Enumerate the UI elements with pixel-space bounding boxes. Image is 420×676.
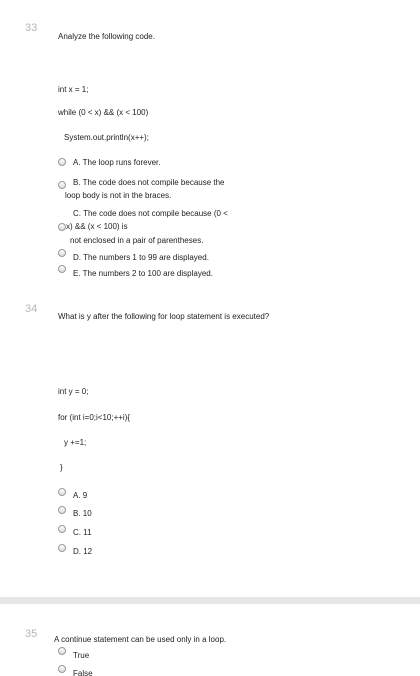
- option-label-line-2: x) && (x < 100) is: [66, 222, 128, 231]
- radio-button-icon[interactable]: [58, 544, 66, 552]
- question-34-prompt: What is y after the following for loop statement is executed?: [58, 312, 270, 321]
- question-33-option-b[interactable]: [58, 177, 225, 201]
- radio-button-icon[interactable]: [58, 665, 66, 673]
- question-33-prompt: Analyze the following code.: [58, 32, 155, 41]
- question-35-prompt: A continue statement can be used only in a loop.: [54, 635, 227, 644]
- option-label: E. The numbers 2 to 100 are displayed.: [73, 269, 213, 278]
- question-34-option-a[interactable]: [58, 488, 87, 501]
- option-label: C. 11: [73, 528, 92, 537]
- question-number-33: 33: [25, 22, 38, 34]
- option-label-line-2: loop body is not in the braces.: [65, 191, 172, 200]
- question-33-code-line-1: int x = 1;: [58, 85, 89, 94]
- radio-button-icon[interactable]: [58, 647, 66, 655]
- radio-button-icon[interactable]: [58, 223, 66, 231]
- question-33-option-c[interactable]: [58, 208, 228, 246]
- question-34-code-line-1: int y = 0;: [58, 387, 89, 396]
- question-34-code-line-4: }: [60, 463, 63, 472]
- radio-button-icon[interactable]: [58, 158, 66, 166]
- radio-button-icon[interactable]: [58, 265, 66, 273]
- option-label-line-1: B. The code does not compile because the: [73, 178, 225, 187]
- question-33-option-d[interactable]: [58, 249, 209, 263]
- question-35-option-true[interactable]: [58, 647, 89, 661]
- question-number-35: 35: [25, 628, 38, 640]
- question-34-code-line-2: for (int i=0;i<10;++i){: [58, 413, 131, 422]
- option-label: A. 9: [73, 491, 88, 500]
- option-label-line-3: not enclosed in a pair of parentheses.: [70, 236, 204, 245]
- question-33-option-e[interactable]: [58, 265, 213, 279]
- question-34-option-c[interactable]: [58, 525, 92, 538]
- radio-button-icon[interactable]: [58, 525, 66, 533]
- option-label: True: [73, 651, 90, 660]
- question-33-option-a[interactable]: [58, 157, 160, 168]
- section-divider: [0, 597, 420, 604]
- option-label: False: [73, 669, 93, 676]
- option-label: D. The numbers 1 to 99 are displayed.: [73, 253, 209, 262]
- option-label: A. The loop runs forever.: [73, 158, 161, 167]
- option-label-line-1: C. The code does not compile because (0 <: [73, 209, 228, 218]
- question-35-option-false[interactable]: [58, 665, 93, 676]
- option-label: B. 10: [73, 509, 92, 518]
- radio-button-icon[interactable]: [58, 506, 66, 514]
- question-33-code-line-2: while (0 < x) && (x < 100): [58, 108, 149, 117]
- question-34-option-b[interactable]: [58, 506, 92, 519]
- question-34-code-line-3: y +=1;: [64, 438, 87, 447]
- option-label-group: [66, 177, 225, 201]
- radio-button-icon[interactable]: [58, 249, 66, 257]
- question-34-option-d[interactable]: [58, 544, 92, 557]
- question-33-code-line-3: System.out.println(x++);: [64, 133, 149, 142]
- option-label-group: [66, 208, 228, 246]
- radio-button-icon[interactable]: [58, 181, 66, 189]
- radio-button-icon[interactable]: [58, 488, 66, 496]
- question-number-34: 34: [25, 303, 38, 315]
- option-label: D. 12: [73, 547, 93, 556]
